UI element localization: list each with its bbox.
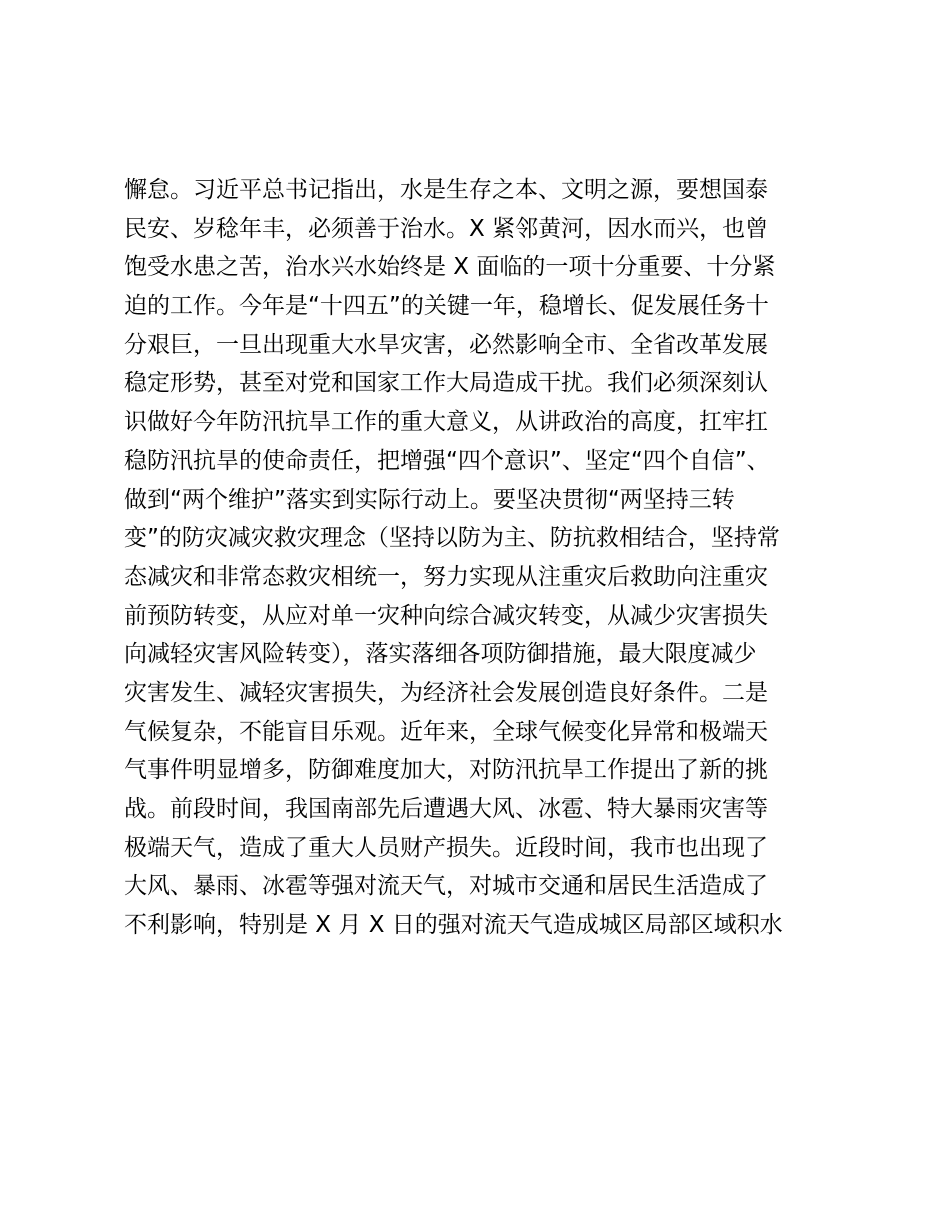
text-line: 气事件明显增多，防御难度加大，对防汛抗旱工作提出了新的挑 bbox=[124, 757, 768, 784]
text-line: 做到“两个维护”落实到实际行动上。要坚决贯彻“两坚持三转 bbox=[124, 486, 735, 513]
text-line: 懈怠。习近平总书记指出，水是生存之本、文明之源，要想国泰 bbox=[124, 177, 768, 203]
text-line: 态减灾和非常态救灾相统一，努力实现从注重灾后救助向注重灾 bbox=[124, 563, 768, 590]
text-line: 极端天气，造成了重大人员财产损失。近段时间，我市也出现了 bbox=[124, 834, 768, 861]
text-line: 气候复杂，不能盲目乐观。近年来，全球气候变化异常和极端天 bbox=[124, 718, 768, 745]
text-line: 灾害发生、减轻灾害损失，为经济社会发展创造良好条件。二是 bbox=[124, 679, 768, 706]
text-line: 战。前段时间，我国南部先后遭遇大风、冰雹、特大暴雨灾害等 bbox=[124, 796, 768, 822]
text-line: 稳定形势，甚至对党和国家工作大局造成干扰。我们必须深刻认 bbox=[124, 370, 768, 397]
body-text bbox=[124, 171, 834, 945]
text-line: 向减轻灾害风险转变），落实落细各项防御措施，最大限度减少 bbox=[124, 641, 757, 668]
text-line: 前预防转变，从应对单一灾种向综合减灾转变，从减少灾害损失 bbox=[124, 602, 768, 629]
text-line: 稳防汛抗旱的使命责任，把增强“四个意识”、坚定“四个自信”、 bbox=[124, 447, 770, 474]
text-line: 变”的防灾减灾救灾理念（坚持以防为主、防抗救相结合，坚持常 bbox=[124, 525, 780, 552]
text-line: 不利影响，特别是 X 月 X 日的强对流天气造成城区局部区域积水 bbox=[124, 912, 783, 939]
text-line: 民安、岁稔年丰，必须善于治水。X 紧邻黄河，因水而兴，也曾 bbox=[124, 215, 769, 242]
text-line: 识做好今年防汛抗旱工作的重大意义，从讲政治的高度，扛牢扛 bbox=[124, 409, 768, 436]
text-line: 分艰巨，一旦出现重大水旱灾害，必然影响全市、全省改革发展 bbox=[124, 331, 768, 358]
text-line: 迫的工作。今年是“十四五”的关键一年，稳增长、促发展任务十 bbox=[124, 293, 769, 320]
text-line: 饱受水患之苦，治水兴水始终是 X 面临的一项十分重要、十分紧 bbox=[124, 254, 776, 281]
text-line: 大风、暴雨、冰雹等强对流天气，对城市交通和居民生活造成了 bbox=[124, 873, 768, 900]
